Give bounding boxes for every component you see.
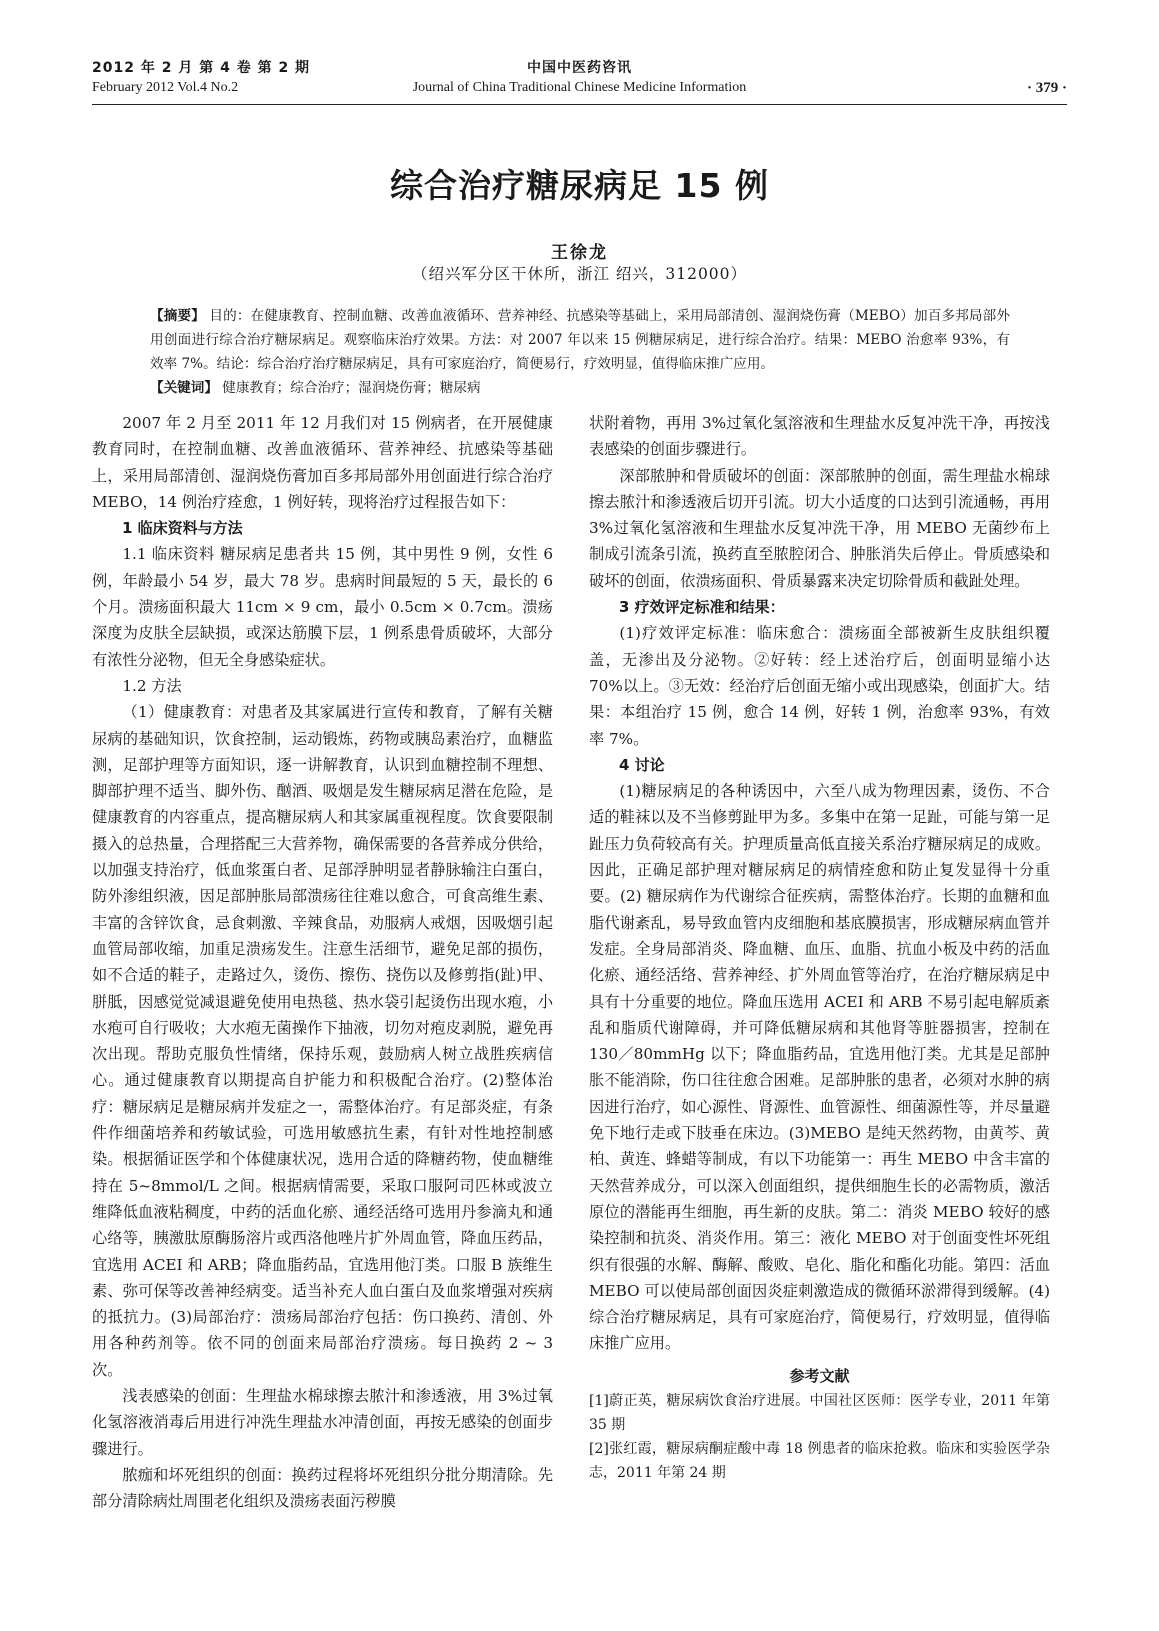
discussion-paragraph: (1)糖尿病足的各种诱因中，六至八成为物理因素，烫伤、不合适的鞋袜以及不当修剪趾甲为多。多集中在第一足趾，可能与第一足趾压力负荷较高有关。护理质量高低直接关系治疗糖尿病足的成败。因此，正确足部护理对糖尿病足的病情痊愈和防止复发显得十分重要。(2) 糖尿病作为代谢综合征疾病，需整体治疗。长期的血糖和血脂代谢紊乱，易导致血管内皮细胞和基底膜损害，形成糖尿病血管并发症。全身局部消炎、降血糖、血压、血脂、抗血小板及中药的活血化瘀、通经活络、营养神经、扩外周血管等治疗，在治疗糖尿病足中具有十分重要的地位。降血压选用 ACEI 和 ARB 不易引起电解质紊乱和脂质代谢障碍，并可降低糖尿病和其他肾等脏器损害，控制在 130／80mmHg 以下；降血脂药品，宜选用他汀类。尤其是足部肿胀不能消除，伤口往往愈合困难。足部肿胀的患者，必须对水肿的病因进行治疗，如心源性、肾源性、血管源性、细菌源性等，并尽量避免下地行走或下肢垂在床边。(3)MEBO 是纯天然药物，由黄芩、黄柏、黄连、蜂蜡等制成，有以下功能第一：再生 MEBO 中含丰富的天然营养成分，可以深入创面组织，提供细胞生长的必需物质，激活原位的潜能再生细胞，再生新的皮肤。第二：消炎 MEBO 较好的感染控制和抗炎、消炎作用。第三：液化 MEBO 对于创面变性坏死组织有很强的水解、酶解、酸败、皂化、脂化和酯化功能。第四：活血 MEBO 可以使局部创面因炎症刺激造成的微循环淤滞得到缓解。(4)综合治疗糖尿病足，具有可家庭治疗，简便易行，疗效明显，值得临床推广应用。 bbox=[589, 782, 1050, 1353]
section-3-heading: 3 疗效评定标准和结果： bbox=[619, 598, 785, 617]
abstract-block bbox=[150, 304, 1010, 400]
method-paragraph: （1）健康教育：对患者及其家属进行宣传和教育，了解有关糖尿病的基础知识，饮食控制，运动锻炼，药物或胰岛素治疗，血糖监测，足部护理等方面知识，逐一讲解教育，认识到血糖控制不理想、脚部护理不适当、脚外伤、酗酒、吸烟是发生糖尿病足潜在危险，是健康教育的内容重点，提高糖尿病人和其家属重视程度。饮食要限制摄入的总热量，合理搭配三大营养物，确保需要的各营养成分供给，以加强支持治疗，低血浆蛋白者、足部浮肿明显者静脉输注白蛋白，防外渗组织液，因足部肿胀局部溃疡往往难以愈合，可食高维生素、丰富的含锌饮食，忌食刺激、辛辣食品，劝服病人戒烟，因吸烟引起血管局部收缩，加重足溃疡发生。注意生活细节，避免足部的损伤，如不合适的鞋子，走路过久，烫伤、擦伤、挠伤以及修剪指(趾)甲、胼胝，因感觉觉减退避免使用电热毯、热水袋引起烫伤出现水疱，小水疱可自行吸收；大水疱无菌操作下抽液，切勿对疱皮剥脱，避免再次出现。帮助克服负性情绪，保持乐观，鼓励病人树立战胜疾病信心。通过健康教育以期提高自护能力和积极配合治疗。(2)整体治疗：糖尿病足是糖尿病并发症之一，需整体治疗。有足部炎症，有条件作细菌培养和药敏试验，可选用敏感抗生素，有针对性地控制感染。根据循证医学和个体健康状况，选用合适的降糖药物，使血糖维持在 5~8mmol/L 之间。根据病情需要，采取口服阿司匹林或波立维降低血液粘稠度，中药的活血化瘀、通经活络可选用丹参滴丸和通心络等，胰激肽原酶肠溶片或西洛他唑片扩外周血管，降血压药品，宜选用 ACEI 和 ARB；降血脂药品，宜选用他汀类。口服 B 族维生素、弥可保等改善神经病变。适当补充人血白蛋白及血浆增强对疾病的抵抗力。(3)局部治疗：溃疡局部治疗包括：伤口换药、清创、外用各种药剂等。依不同的创面来局部治疗溃疡。每日换药 2 ~ 3 次。 bbox=[92, 703, 553, 1379]
page-number: · 379 · bbox=[1026, 80, 1067, 96]
issue-info-en: February 2012 Vol.4 No.2 bbox=[92, 80, 239, 95]
references-heading: 参考文献 bbox=[789, 1366, 850, 1385]
section-4-heading: 4 讨论 bbox=[619, 755, 665, 774]
issue-info-cn: 2012 年 2 月 第 4 卷 第 2 期 bbox=[92, 60, 311, 76]
section-1-1-paragraph: 1.1 临床资料 糖尿病足患者共 15 例，其中男性 9 例，女性 6 例，年龄最小 54 岁，最大 78 岁。患病时间最短的 5 天，最长的 6 个月。溃疡面积最大 11cm × 9 cm，最小 0.5cm × 0.7cm。溃疡深度为皮肤全层缺损，或深达筋膜下层，1 例系患骨质破坏，大部分有浓性分泌物，但无全身感染症状。 bbox=[92, 545, 553, 669]
header-rule bbox=[92, 104, 1067, 105]
journal-name-en: Journal of China Traditional Chinese Medicine Information bbox=[412, 80, 747, 95]
abstract-label: 【摘要】 bbox=[150, 308, 205, 324]
result-paragraph: (1)疗效评定标准：临床愈合：溃疡面全部被新生皮肤组织覆盖，无渗出及分泌物。②好转：经上述治疗后，创面明显缩小达 70%以上。③无效：经治疗后创面无缩小或出现感染，创面扩大。结果：本组治疗 15 例，愈合 14 例，好转 1 例，治愈率 93%，有效率 7%。 bbox=[589, 624, 1050, 748]
deep-wound-paragraph: 深部脓肿和骨质破坏的创面：深部脓肿的创面，需生理盐水棉球擦去脓汁和渗透液后切开引流。切大小适度的口达到引流通畅，再用 3%过氧化氢溶液和生理盐水反复冲洗干净，用 MEBO 无菌纱布上制成引流条引流，换药直至脓腔闭合、肿胀消失后停止。骨质感染和破坏的创面，依溃疡面积、骨质暴露来决定切除骨质和截趾处理。 bbox=[589, 466, 1050, 590]
abstract-paragraph bbox=[150, 304, 1010, 376]
shallow-wound-paragraph: 浅表感染的创面：生理盐水棉球擦去脓汁和渗透液，用 3%过氧化氢溶液消毒后用进行冲洗生理盐水冲清创面，再按无感染的创面步骤进行。 bbox=[92, 1386, 553, 1458]
section-1-heading: 1 临床资料与方法 bbox=[122, 519, 243, 538]
keywords-label: 【关键词】 bbox=[150, 380, 218, 396]
right-column bbox=[589, 410, 1050, 1485]
reference-item: [1]蔚正英，糖尿病饮食治疗进展。中国社区医师：医学专业，2011 年第 35 期 bbox=[589, 1392, 1050, 1433]
left-column bbox=[92, 410, 553, 1514]
intro-paragraph: 2007 年 2 月至 2011 年 12 月我们对 15 例病者，在开展健康教育同时，在控制血糖、改善血液循环、营养神经、抗感染等基础上，采用局部清创、湿润烧伤膏加百多邦局部外用创面进行综合治疗 MEBO，14 例治疗痊愈，1 例好转，现将治疗过程报告如下： bbox=[92, 414, 553, 511]
continued-paragraph: 状附着物，再用 3%过氧化氢溶液和生理盐水反复冲洗干净，再按浅表感染的创面步骤进行。 bbox=[589, 414, 1050, 459]
article-author: 王徐龙 bbox=[551, 243, 608, 263]
journal-name bbox=[92, 58, 1067, 98]
journal-name-cn: 中国中医药咨讯 bbox=[527, 60, 632, 76]
abstract-text: 目的：在健康教育、控制血糖、改善血液循环、营养神经、抗感染等基础上，采用局部清创、湿润烧伤膏（MEBO）加百多邦局部外用创面进行综合治疗糖尿病足。观察临床治疗效果。方法：对 2007 年以来 15 例糖尿病足，进行综合治疗。结果：MEBO 治愈率 93%，有效率 7%。结论：综合治疗治疗糖尿病足，具有可家庭治疗，简便易行，疗效明显，值得临床推广应用。 bbox=[150, 308, 1010, 372]
section-1-2-heading: 1.2 方法 bbox=[122, 676, 182, 695]
reference-item: [2]张红霞，糖尿病酮症酸中毒 18 例患者的临床抢救。临床和实验医学杂志，2011 年第 24 期 bbox=[589, 1440, 1050, 1481]
author-affiliation: （绍兴军分区干休所，浙江 绍兴，312000） bbox=[411, 265, 748, 283]
keywords-text: 健康教育；综合治疗；湿润烧伤膏；糖尿病 bbox=[222, 380, 481, 396]
necrosis-wound-paragraph: 脓痂和坏死组织的创面：换药过程将坏死组织分批分期清除。先部分清除病灶周围老化组织及溃疡表面污秽膜 bbox=[92, 1465, 553, 1511]
article-title: 综合治疗糖尿病足 15 例 bbox=[390, 166, 769, 205]
running-header bbox=[92, 52, 1067, 102]
keywords-paragraph bbox=[150, 376, 1010, 400]
